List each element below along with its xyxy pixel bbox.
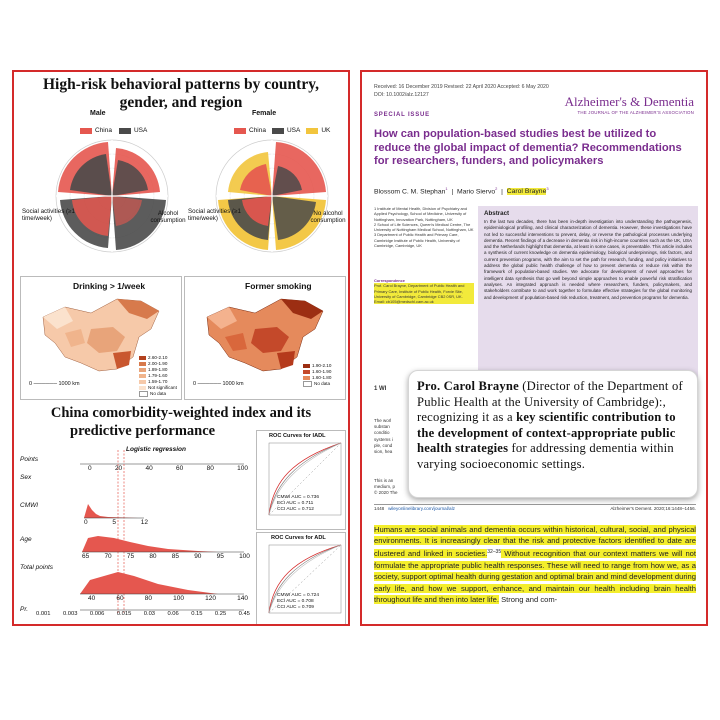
female-legend: China USA UK (234, 127, 330, 134)
article-doi: DOI: 10.1002/alz.12127 (374, 92, 429, 98)
author-brayne: Carol Brayne (506, 188, 547, 196)
poster-panel (12, 70, 350, 626)
nomo-row-sex: Sex (20, 474, 32, 481)
body-paragraph: Humans are social animals and dementia occurs within historical, cultural, social, and physical environments. It is increasingly clear that the risk and protective factors identified to date are clustered and linked in societies.$^{32-35}$ Without recognition that our context matters we will not formulate the appropriate public health responses. These will need to range from how we, as a society, support optimal health during gestation and optimal brain and mind development during early life, and how we support, enhance, and maintain our health including brain health throughout life and then into later life. Strong and com- (374, 525, 696, 604)
author-stephan: Blossom C. M. Stephan (374, 188, 446, 196)
footer-rule (374, 504, 696, 505)
footer-page: 1448 (374, 506, 385, 511)
nomo-row-points: Points (20, 456, 39, 463)
female-axis-social: Social activities (≥1 time/week) (188, 208, 241, 222)
female-radar-chart (212, 136, 332, 256)
license-fragment: This is an medium, p © 2020 The (374, 478, 398, 496)
abstract-box (478, 206, 698, 382)
nomo-row-age: Age (20, 536, 32, 543)
nomo-row-cmwi: CMWI (20, 502, 39, 509)
author-list: Blossom C. M. Stephan$^1$ | Mario Siervo$^2$ | Carol Brayne$^3$ (374, 186, 549, 196)
roc-adl-legend: CMWI AUC = 0.724 ECI AUC = 0.708 CCI AUC = 0.709 (277, 593, 319, 610)
male-axis-social: Social activities (≥1 time/week) (22, 208, 75, 222)
nomo-pr-ticks: 0.001 0.003 0.006 0.015 0.03 0.06 0.15 0.25 0.45 (36, 611, 250, 617)
nomo-row-pr: Pr. (20, 606, 29, 613)
map-drinking-scale: 0 ────── 1000 km (29, 381, 80, 387)
nomo-total-ticks: 40 60 80 100 120 140 (88, 595, 248, 602)
article-panel (360, 70, 708, 626)
callout-bold: key scientific contribution to the development of context-appropriate public health strategies (417, 410, 676, 456)
nomo-row-total: Total points (20, 564, 54, 571)
male-axis-alcohol: Alcohol consumption (150, 210, 186, 224)
article-dates: Received: 16 December 2019 Revised: 22 April 2020 Accepted: 6 May 2020 (374, 84, 549, 90)
male-legend: China USA (80, 127, 147, 134)
author-siervo: Mario Siervo (456, 188, 496, 196)
female-axis-alcohol: No alcohol consumption (310, 210, 346, 224)
callout-name: Pro. Carol Brayne (417, 379, 519, 393)
nomogram-title: Logistic regression (126, 446, 186, 453)
roc-adl (256, 532, 346, 626)
abstract-heading: Abstract (484, 210, 510, 217)
map-drinking-title: Drinking > 1/week (73, 281, 146, 291)
callout-text-2: for addressing dementia within varying socioeconomic settings. (417, 441, 674, 471)
poster-title-line1: High-risk behavioral patterns by country, (42, 76, 319, 93)
nomo-cmwi-ticks: 0 5 12 (84, 519, 148, 526)
map-smoking-legend: 1.90-2.10 1.60-1.90 1.60-1.80 No data (303, 363, 331, 387)
roc-iadl-title: ROC Curves for IADL (269, 433, 326, 439)
nomo-points-ticks: 0 20 40 60 80 100 (88, 465, 248, 472)
keywords-fragment: 1 WI (374, 386, 387, 392)
article-title: How can population-based studies best be utilized to reduce the global impact of dementia? Recommendations for researchers, funders, and policymakers (374, 128, 682, 167)
map-smoking-scale: 0 ────── 1000 km (193, 381, 244, 387)
footer-citation: Alzheimer's Dement. 2020;16:1448–1456. (610, 506, 696, 511)
roc-iadl (256, 430, 346, 530)
map-smoking (184, 276, 346, 400)
journal-logo: Alzheimer's & Dementia THE JOURNAL OF THE ALZHEIMER'S ASSOCIATION (564, 94, 694, 115)
male-label: Male (90, 110, 106, 117)
correspondence: Correspondence Prof. Carol Brayne, Department of Public Health and Primary Care, Institute of Public Health, Forvie Site, University of Cambridge, Cambridge CB2 0SR, UK. Email: cb105@medschl.cam.ac.uk (374, 278, 474, 304)
map-drinking-legend: 2.60-2.10 2.00-1.90 1.89-1.80 1.79-1.60 1.59-1.70 Not significant No data (139, 355, 177, 397)
female-label: Female (252, 110, 277, 117)
affiliations: 1 Institute of Mental Health, Division of Psychiatry and Applied Psychology, School of Medicine, University of Nottingham, Innovation Park, Nottingham, UK 2 School of Life Sciences, Queen's Medical Centre, The University of Nottingham Medical School, Nottingham, UK 3 Department of Public Health and Primary Care, Cambridge Institute of Public Health, University of Cambridge, Cambridge, UK (374, 206, 474, 249)
quote-callout (408, 370, 698, 498)
page-footer (374, 506, 696, 511)
roc-iadl-legend: CMWI AUC = 0.736 ECI AUC = 0.711 CCI AUC = 0.712 (277, 495, 319, 512)
footer-url[interactable]: wileyonlinelibrary.com/journal/alz (388, 506, 455, 511)
special-issue-label: SPECIAL ISSUE (374, 112, 430, 118)
callout-text-1: (Director of the Department of Public Health at the University of Cambridge):, recognizing it as a (417, 379, 683, 425)
section2-title-line2: predictive performance (70, 423, 216, 439)
map-drinking (20, 276, 182, 400)
intro-fragment: The worl substan conditio systems i ple, cond sion, hea (374, 418, 393, 455)
map-smoking-title: Former smoking (245, 281, 312, 291)
abstract-body: In the last two decades, there has been in-depth investigation into understanding the pathogenesis, epidemiological profiling, and clinical characterization of dementia. However, these investigations have not led to successful interventions to prevent, delay, or reverse the pathological processes underlying dementia. Recent findings of a decrease in dementia risk in high-income countries such as the UK, USA and the Netherlands highlight that dementia, at least in some cases, is preventable. This article includes a synthesis of current knowledge on dementia epidemiology, biological underpinnings, risk factors, and current prevention programs, with the aim to set the path for research, funding, and policy initiatives to address the global public health challenge of how to prevent dementia or reduce risk within the framework of population-based studies. We advocate for development of novel approaches for intelligent data synthesis that go well beyond simple approaches to enable powerful risk stratification analyses. An integrated approach is needed where researchers, funders, policymakers, and stakeholders contribute to and work together to formulate effective strategies for the global monitoring and development of population-based risk reduction, treatment, and prevention programs for dementia. (484, 219, 692, 300)
male-radar-chart (52, 136, 172, 256)
nomo-age-ticks: 65 70 75 80 85 90 95 100 (82, 553, 250, 560)
poster-title-line2: gender, and region (119, 94, 243, 111)
roc-adl-title: ROC Curves for ADL (271, 535, 326, 541)
nomogram (18, 444, 254, 620)
section2-title-line1: China comorbidity-weighted index and its (50, 405, 312, 421)
